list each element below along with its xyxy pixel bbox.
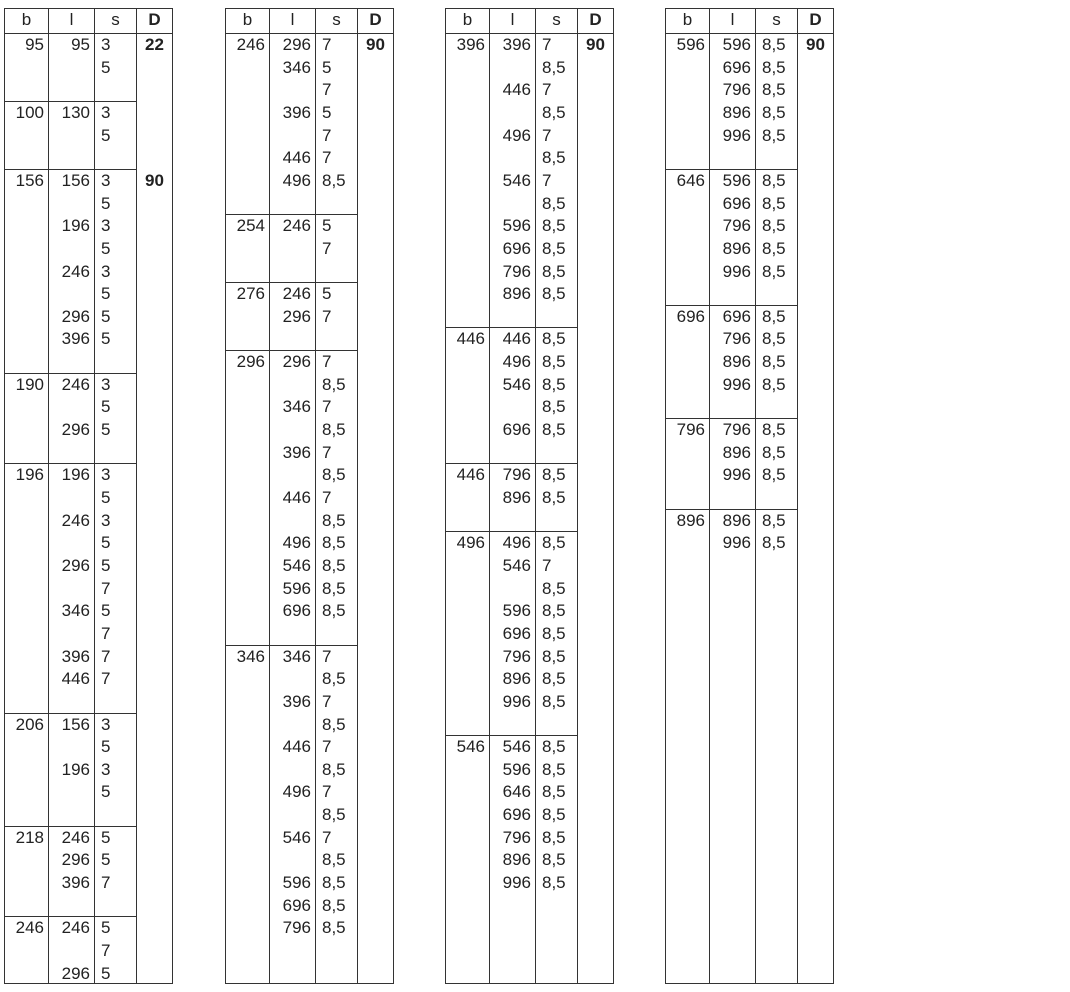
l-value: 996	[722, 465, 751, 485]
column-header-s: s	[772, 10, 781, 29]
s-value: 8,5	[762, 57, 786, 77]
d-value: 90	[806, 35, 825, 54]
l-value: 130	[61, 102, 90, 122]
s-value: 5	[322, 284, 332, 304]
s-value: 5	[101, 918, 111, 938]
column-divider	[136, 9, 137, 983]
l-value: 696	[282, 601, 311, 621]
s-value: 8,5	[542, 148, 566, 168]
l-value: 596	[722, 170, 751, 190]
l-value: 156	[61, 170, 90, 190]
s-value: 8,5	[542, 805, 566, 825]
l-value: 296	[282, 306, 311, 326]
l-value: 296	[61, 963, 90, 983]
size-table-4	[665, 8, 834, 984]
b-value: 396	[456, 35, 485, 54]
s-value: 5	[101, 827, 111, 847]
l-value: 246	[61, 261, 90, 281]
s-value: 7	[322, 691, 332, 711]
s-value: 5	[101, 488, 111, 507]
s-value: 5	[101, 125, 111, 145]
l-value: 696	[722, 306, 751, 326]
column-header-l: l	[510, 10, 515, 29]
column-header-l: l	[290, 10, 295, 29]
l-value: 796	[502, 827, 531, 847]
l-value: 546	[502, 170, 531, 190]
s-value: 8,5	[542, 578, 566, 598]
d-value: 90	[586, 35, 605, 54]
l-value: 896	[502, 488, 531, 507]
s-value: 8,5	[542, 352, 566, 372]
b-value: 346	[236, 646, 265, 666]
column-divider	[535, 9, 536, 983]
s-value: 5	[101, 782, 111, 802]
s-value: 7	[322, 35, 332, 54]
b-value: 796	[676, 420, 705, 440]
s-value: 7	[322, 442, 332, 462]
s-value: 8,5	[542, 533, 566, 553]
s-value: 3	[101, 374, 111, 394]
s-value: 8,5	[542, 216, 566, 236]
d-value: 90	[366, 35, 385, 54]
l-value: 896	[722, 352, 751, 372]
l-value: 996	[722, 374, 751, 394]
l-value: 396	[61, 329, 90, 349]
l-value: 796	[722, 216, 751, 236]
column-header-D: D	[148, 10, 161, 29]
l-value: 796	[282, 918, 311, 938]
l-value: 496	[282, 782, 311, 802]
l-value: 346	[282, 646, 311, 666]
l-value: 396	[61, 873, 90, 893]
l-value: 796	[722, 329, 751, 349]
b-value: 95	[25, 35, 44, 54]
s-value: 3	[101, 465, 111, 485]
l-value: 896	[722, 102, 751, 122]
b-value: 246	[15, 918, 44, 938]
l-value: 796	[502, 646, 531, 666]
l-value: 996	[722, 533, 751, 553]
s-value: 5	[322, 57, 332, 77]
s-value: 8,5	[762, 420, 786, 440]
column-header-b: b	[21, 10, 32, 29]
l-value: 396	[61, 646, 90, 666]
l-value: 596	[502, 601, 531, 621]
b-value: 496	[456, 533, 485, 553]
l-value: 596	[282, 578, 311, 598]
s-value: 7	[542, 170, 552, 190]
s-value: 8,5	[322, 873, 346, 893]
b-value: 546	[456, 737, 485, 757]
l-value: 396	[282, 691, 311, 711]
l-value: 896	[722, 510, 751, 530]
s-value: 8,5	[542, 646, 566, 666]
column-header-D: D	[809, 10, 822, 29]
s-value: 8,5	[542, 102, 566, 122]
s-value: 5	[101, 850, 111, 870]
s-value: 8,5	[322, 850, 346, 870]
l-value: 796	[502, 465, 531, 485]
s-value: 7	[101, 873, 111, 893]
s-value: 5	[101, 238, 111, 258]
d-value: 22	[145, 35, 164, 54]
s-value: 8,5	[762, 533, 786, 553]
s-value: 8,5	[762, 352, 786, 372]
s-value: 3	[101, 759, 111, 779]
l-value: 596	[502, 216, 531, 236]
s-value: 8,5	[762, 216, 786, 236]
l-value: 246	[282, 216, 311, 236]
s-value: 8,5	[322, 555, 346, 575]
l-value: 296	[61, 306, 90, 326]
column-divider	[94, 9, 95, 983]
s-value: 5	[322, 216, 332, 236]
s-value: 8,5	[322, 510, 346, 530]
s-value: 8,5	[762, 238, 786, 258]
l-value: 296	[61, 420, 90, 440]
s-value: 8,5	[762, 510, 786, 530]
s-value: 8,5	[322, 601, 346, 621]
d-value: 90	[145, 170, 164, 190]
s-value: 8,5	[542, 737, 566, 757]
l-value: 396	[282, 442, 311, 462]
column-divider	[797, 9, 798, 983]
l-value: 396	[282, 102, 311, 122]
l-value: 95	[71, 35, 90, 54]
s-value: 8,5	[542, 827, 566, 847]
b-value: 646	[676, 170, 705, 190]
l-value: 546	[282, 555, 311, 575]
s-value: 7	[101, 623, 111, 643]
s-value: 8,5	[762, 125, 786, 145]
l-value: 496	[502, 352, 531, 372]
s-value: 7	[542, 35, 552, 54]
l-value: 156	[61, 714, 90, 734]
column-divider	[755, 9, 756, 983]
s-value: 8,5	[322, 669, 346, 689]
s-value: 7	[322, 352, 332, 372]
l-value: 596	[502, 759, 531, 779]
s-value: 8,5	[762, 442, 786, 462]
column-divider	[357, 9, 358, 983]
s-value: 3	[101, 714, 111, 734]
l-value: 696	[282, 895, 311, 915]
l-value: 796	[722, 420, 751, 440]
s-value: 5	[101, 533, 111, 553]
s-value: 7	[322, 148, 332, 168]
l-value: 896	[502, 669, 531, 689]
s-value: 8,5	[542, 623, 566, 643]
s-value: 8,5	[322, 465, 346, 485]
l-value: 346	[282, 57, 311, 77]
s-value: 7	[542, 125, 552, 145]
l-value: 796	[502, 261, 531, 281]
l-value: 296	[61, 850, 90, 870]
s-value: 8,5	[542, 374, 566, 394]
s-value: 5	[101, 963, 111, 983]
l-value: 546	[502, 374, 531, 394]
s-value: 8,5	[542, 57, 566, 77]
l-value: 896	[502, 284, 531, 304]
size-table-1	[4, 8, 173, 984]
s-value: 3	[101, 35, 111, 54]
column-header-l: l	[69, 10, 74, 29]
l-value: 346	[61, 601, 90, 621]
b-value: 696	[676, 306, 705, 326]
s-value: 8,5	[762, 465, 786, 485]
s-value: 5	[101, 737, 111, 757]
column-header-s: s	[332, 10, 341, 29]
b-value: 100	[15, 102, 44, 122]
s-value: 8,5	[542, 850, 566, 870]
s-value: 8,5	[542, 759, 566, 779]
s-value: 3	[101, 261, 111, 281]
s-value: 8,5	[542, 601, 566, 621]
s-value: 5	[101, 306, 111, 326]
s-value: 7	[322, 782, 332, 802]
l-value: 696	[722, 57, 751, 77]
s-value: 7	[322, 306, 332, 326]
b-value: 206	[15, 714, 44, 734]
s-value: 8,5	[322, 895, 346, 915]
s-value: 7	[322, 488, 332, 507]
l-value: 196	[61, 759, 90, 779]
s-value: 5	[101, 397, 111, 417]
s-value: 8,5	[762, 170, 786, 190]
s-value: 8,5	[322, 918, 346, 938]
s-value: 5	[101, 193, 111, 213]
s-value: 3	[101, 102, 111, 122]
l-value: 196	[61, 216, 90, 236]
column-header-s: s	[111, 10, 120, 29]
s-value: 5	[101, 555, 111, 575]
l-value: 696	[502, 805, 531, 825]
s-value: 8,5	[762, 329, 786, 349]
l-value: 646	[502, 782, 531, 802]
l-value: 896	[722, 238, 751, 258]
l-value: 896	[502, 850, 531, 870]
s-value: 8,5	[322, 533, 346, 553]
s-value: 8,5	[322, 420, 346, 440]
s-value: 8,5	[322, 759, 346, 779]
l-value: 696	[502, 623, 531, 643]
s-value: 7	[101, 578, 111, 598]
s-value: 7	[322, 238, 332, 258]
b-value: 246	[236, 35, 265, 54]
l-value: 796	[722, 80, 751, 100]
l-value: 396	[502, 35, 531, 54]
l-value: 446	[61, 669, 90, 689]
s-value: 8,5	[322, 714, 346, 734]
l-value: 296	[61, 555, 90, 575]
l-value: 996	[502, 873, 531, 893]
l-value: 296	[282, 35, 311, 54]
s-value: 8,5	[542, 691, 566, 711]
l-value: 596	[282, 873, 311, 893]
s-value: 7	[322, 125, 332, 145]
l-value: 696	[502, 238, 531, 258]
s-value: 8,5	[542, 465, 566, 485]
l-value: 696	[722, 193, 751, 213]
l-value: 496	[502, 125, 531, 145]
size-table-2	[225, 8, 394, 984]
s-value: 3	[101, 510, 111, 530]
column-header-D: D	[369, 10, 382, 29]
b-value: 296	[236, 352, 265, 372]
s-value: 8,5	[542, 488, 566, 507]
l-value: 446	[502, 80, 531, 100]
s-value: 8,5	[762, 80, 786, 100]
l-value: 246	[282, 284, 311, 304]
column-divider	[709, 9, 710, 983]
s-value: 8,5	[322, 805, 346, 825]
column-header-b: b	[682, 10, 693, 29]
s-value: 5	[101, 601, 111, 621]
s-value: 5	[101, 57, 111, 77]
s-value: 5	[101, 284, 111, 304]
l-value: 446	[502, 329, 531, 349]
l-value: 246	[61, 510, 90, 530]
b-value: 218	[15, 827, 44, 847]
l-value: 496	[502, 533, 531, 553]
s-value: 7	[322, 646, 332, 666]
s-value: 7	[542, 555, 552, 575]
s-value: 8,5	[322, 578, 346, 598]
column-divider	[577, 9, 578, 983]
b-value: 254	[236, 216, 265, 236]
s-value: 7	[322, 737, 332, 757]
column-header-D: D	[589, 10, 602, 29]
s-value: 8,5	[762, 193, 786, 213]
l-value: 246	[61, 827, 90, 847]
l-value: 246	[61, 374, 90, 394]
s-value: 8,5	[762, 306, 786, 326]
column-header-b: b	[462, 10, 473, 29]
s-value: 7	[322, 80, 332, 100]
s-value: 8,5	[542, 284, 566, 304]
s-value: 5	[101, 329, 111, 349]
s-value: 8,5	[542, 669, 566, 689]
l-value: 496	[282, 170, 311, 190]
l-value: 546	[282, 827, 311, 847]
s-value: 7	[322, 827, 332, 847]
s-value: 7	[101, 941, 111, 960]
s-value: 8,5	[542, 397, 566, 417]
l-value: 996	[502, 691, 531, 711]
b-value: 196	[15, 465, 44, 485]
b-value: 446	[456, 329, 485, 349]
s-value: 8,5	[322, 374, 346, 394]
s-value: 8,5	[762, 261, 786, 281]
column-header-l: l	[730, 10, 735, 29]
b-value: 446	[456, 465, 485, 485]
s-value: 5	[322, 102, 332, 122]
b-value: 276	[236, 284, 265, 304]
l-value: 896	[722, 442, 751, 462]
s-value: 7	[101, 646, 111, 666]
l-value: 446	[282, 148, 311, 168]
column-header-b: b	[242, 10, 253, 29]
s-value: 8,5	[542, 193, 566, 213]
l-value: 196	[61, 465, 90, 485]
l-value: 596	[722, 35, 751, 54]
l-value: 996	[722, 125, 751, 145]
s-value: 8,5	[322, 170, 346, 190]
s-value: 8,5	[542, 329, 566, 349]
b-value: 896	[676, 510, 705, 530]
s-value: 3	[101, 216, 111, 236]
s-value: 8,5	[542, 420, 566, 440]
b-value: 190	[15, 374, 44, 394]
l-value: 446	[282, 737, 311, 757]
l-value: 996	[722, 261, 751, 281]
s-value: 3	[101, 170, 111, 190]
s-value: 8,5	[762, 102, 786, 122]
b-value: 156	[15, 170, 44, 190]
l-value: 296	[282, 352, 311, 372]
l-value: 546	[502, 555, 531, 575]
l-value: 446	[282, 488, 311, 507]
column-divider	[315, 9, 316, 983]
l-value: 546	[502, 737, 531, 757]
s-value: 8,5	[542, 873, 566, 893]
s-value: 8,5	[542, 782, 566, 802]
column-header-s: s	[552, 10, 561, 29]
l-value: 346	[282, 397, 311, 417]
l-value: 496	[282, 533, 311, 553]
s-value: 7	[101, 669, 111, 689]
l-value: 246	[61, 918, 90, 938]
s-value: 7	[542, 80, 552, 100]
l-value: 696	[502, 420, 531, 440]
s-value: 5	[101, 420, 111, 440]
s-value: 8,5	[762, 374, 786, 394]
b-value: 596	[676, 35, 705, 54]
s-value: 8,5	[762, 35, 786, 54]
s-value: 7	[322, 397, 332, 417]
s-value: 8,5	[542, 261, 566, 281]
s-value: 8,5	[542, 238, 566, 258]
size-table-3	[445, 8, 614, 984]
